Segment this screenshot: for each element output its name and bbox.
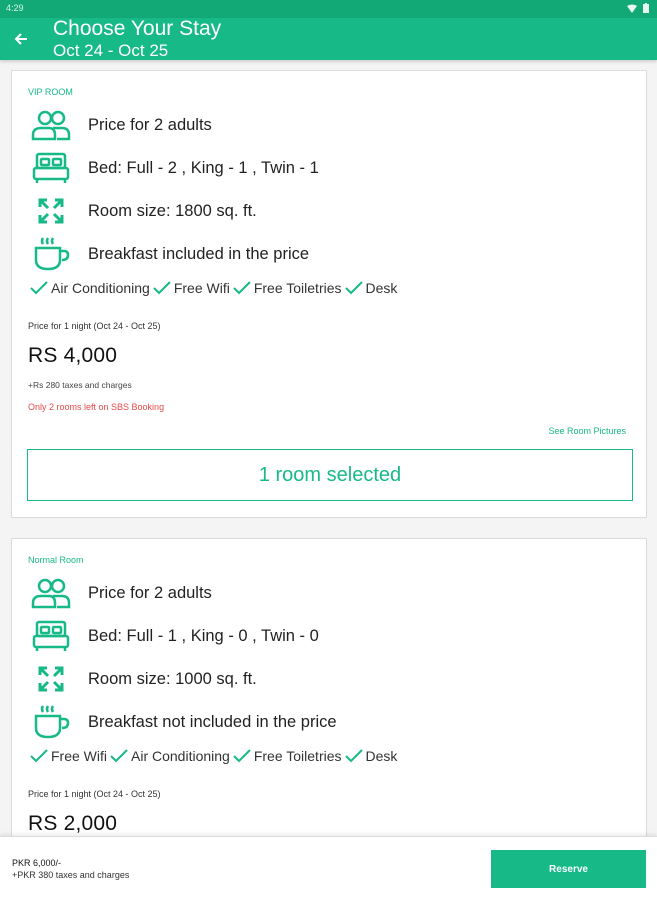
amenity-label: Air Conditioning [51, 280, 150, 296]
availability-warning: Only 2 rooms left on SBS Booking [28, 402, 165, 412]
amenity-item [233, 748, 342, 764]
amenity-item [345, 748, 398, 764]
beds-row [30, 150, 319, 186]
amenity-item [30, 748, 107, 764]
amenity-item [30, 280, 150, 296]
breakfast-text: Breakfast not included in the price [88, 712, 337, 731]
see-room-pictures-link[interactable]: See Room Pictures [548, 426, 626, 436]
room-type-label: Normal Room [28, 555, 84, 565]
price-note: Price for 1 night (Oct 24 - Oct 25) [28, 321, 161, 331]
room-size-text: Room size: 1000 sq. ft. [88, 669, 257, 688]
coffee-cup-icon [30, 704, 72, 740]
total-price: PKR 6,000/- [12, 858, 62, 868]
amenities-list [30, 748, 400, 764]
page-title: Choose Your Stay [53, 17, 222, 40]
occupancy-row [30, 575, 212, 611]
stay-dates: Oct 24 - Oct 25 [53, 41, 169, 60]
room-size-row [30, 661, 257, 697]
bed-icon [30, 618, 72, 654]
status-bar [0, 0, 657, 18]
amenity-label: Free Toiletries [253, 748, 342, 764]
amenity-label: Desk [365, 280, 398, 296]
amenity-item [345, 280, 398, 296]
beds-text: Bed: Full - 2 , King - 1 , Twin - 1 [88, 158, 319, 177]
coffee-cup-icon [30, 236, 72, 272]
checkmark-icon [345, 749, 363, 763]
breakfast-row [30, 704, 337, 740]
room-size-row [30, 193, 257, 229]
checkmark-icon [233, 281, 251, 295]
status-icons [627, 3, 649, 13]
expand-icon [30, 193, 72, 229]
checkmark-icon [110, 749, 128, 763]
app-bar [0, 18, 657, 60]
breakfast-text: Breakfast included in the price [88, 244, 310, 263]
checkmark-icon [30, 749, 48, 763]
room-price: RS 4,000 [28, 344, 118, 367]
bed-icon [30, 150, 72, 186]
wifi-icon [627, 4, 637, 13]
amenity-item [153, 280, 230, 296]
room-card-vip [11, 70, 647, 518]
status-time: 4:29 [6, 3, 24, 13]
room-size-text: Room size: 1800 sq. ft. [88, 201, 257, 220]
back-button[interactable] [10, 28, 32, 50]
people-icon [30, 107, 72, 143]
amenity-label: Free Toiletries [253, 280, 342, 296]
room-type-label: VIP ROOM [28, 87, 73, 97]
checkmark-icon [30, 281, 48, 295]
price-note: Price for 1 night (Oct 24 - Oct 25) [28, 789, 161, 799]
breakfast-row [30, 236, 310, 272]
checkmark-icon [153, 281, 171, 295]
battery-icon [643, 3, 649, 13]
amenity-label: Free Wifi [173, 280, 230, 296]
amenity-label: Desk [365, 748, 398, 764]
room-price: RS 2,000 [28, 812, 118, 835]
people-icon [30, 575, 72, 611]
room-select-button[interactable]: 1 room selected [27, 449, 633, 501]
booking-summary-bar [0, 836, 657, 900]
reserve-button[interactable]: Reserve [491, 850, 646, 888]
amenity-item [233, 280, 342, 296]
expand-icon [30, 661, 72, 697]
total-taxes: +PKR 380 taxes and charges [12, 870, 130, 880]
occupancy-row [30, 107, 212, 143]
beds-text: Bed: Full - 1 , King - 0 , Twin - 0 [88, 626, 319, 645]
back-arrow-icon [14, 32, 28, 46]
checkmark-icon [233, 749, 251, 763]
room-card-normal [11, 538, 647, 858]
amenity-item [110, 748, 230, 764]
beds-row [30, 618, 319, 654]
amenity-label: Free Wifi [51, 748, 107, 764]
occupancy-text: Price for 2 adults [88, 115, 212, 134]
checkmark-icon [345, 281, 363, 295]
occupancy-text: Price for 2 adults [88, 583, 212, 602]
amenity-label: Air Conditioning [131, 748, 230, 764]
taxes-text: +Rs 280 taxes and charges [28, 380, 132, 390]
amenities-list [30, 280, 400, 296]
